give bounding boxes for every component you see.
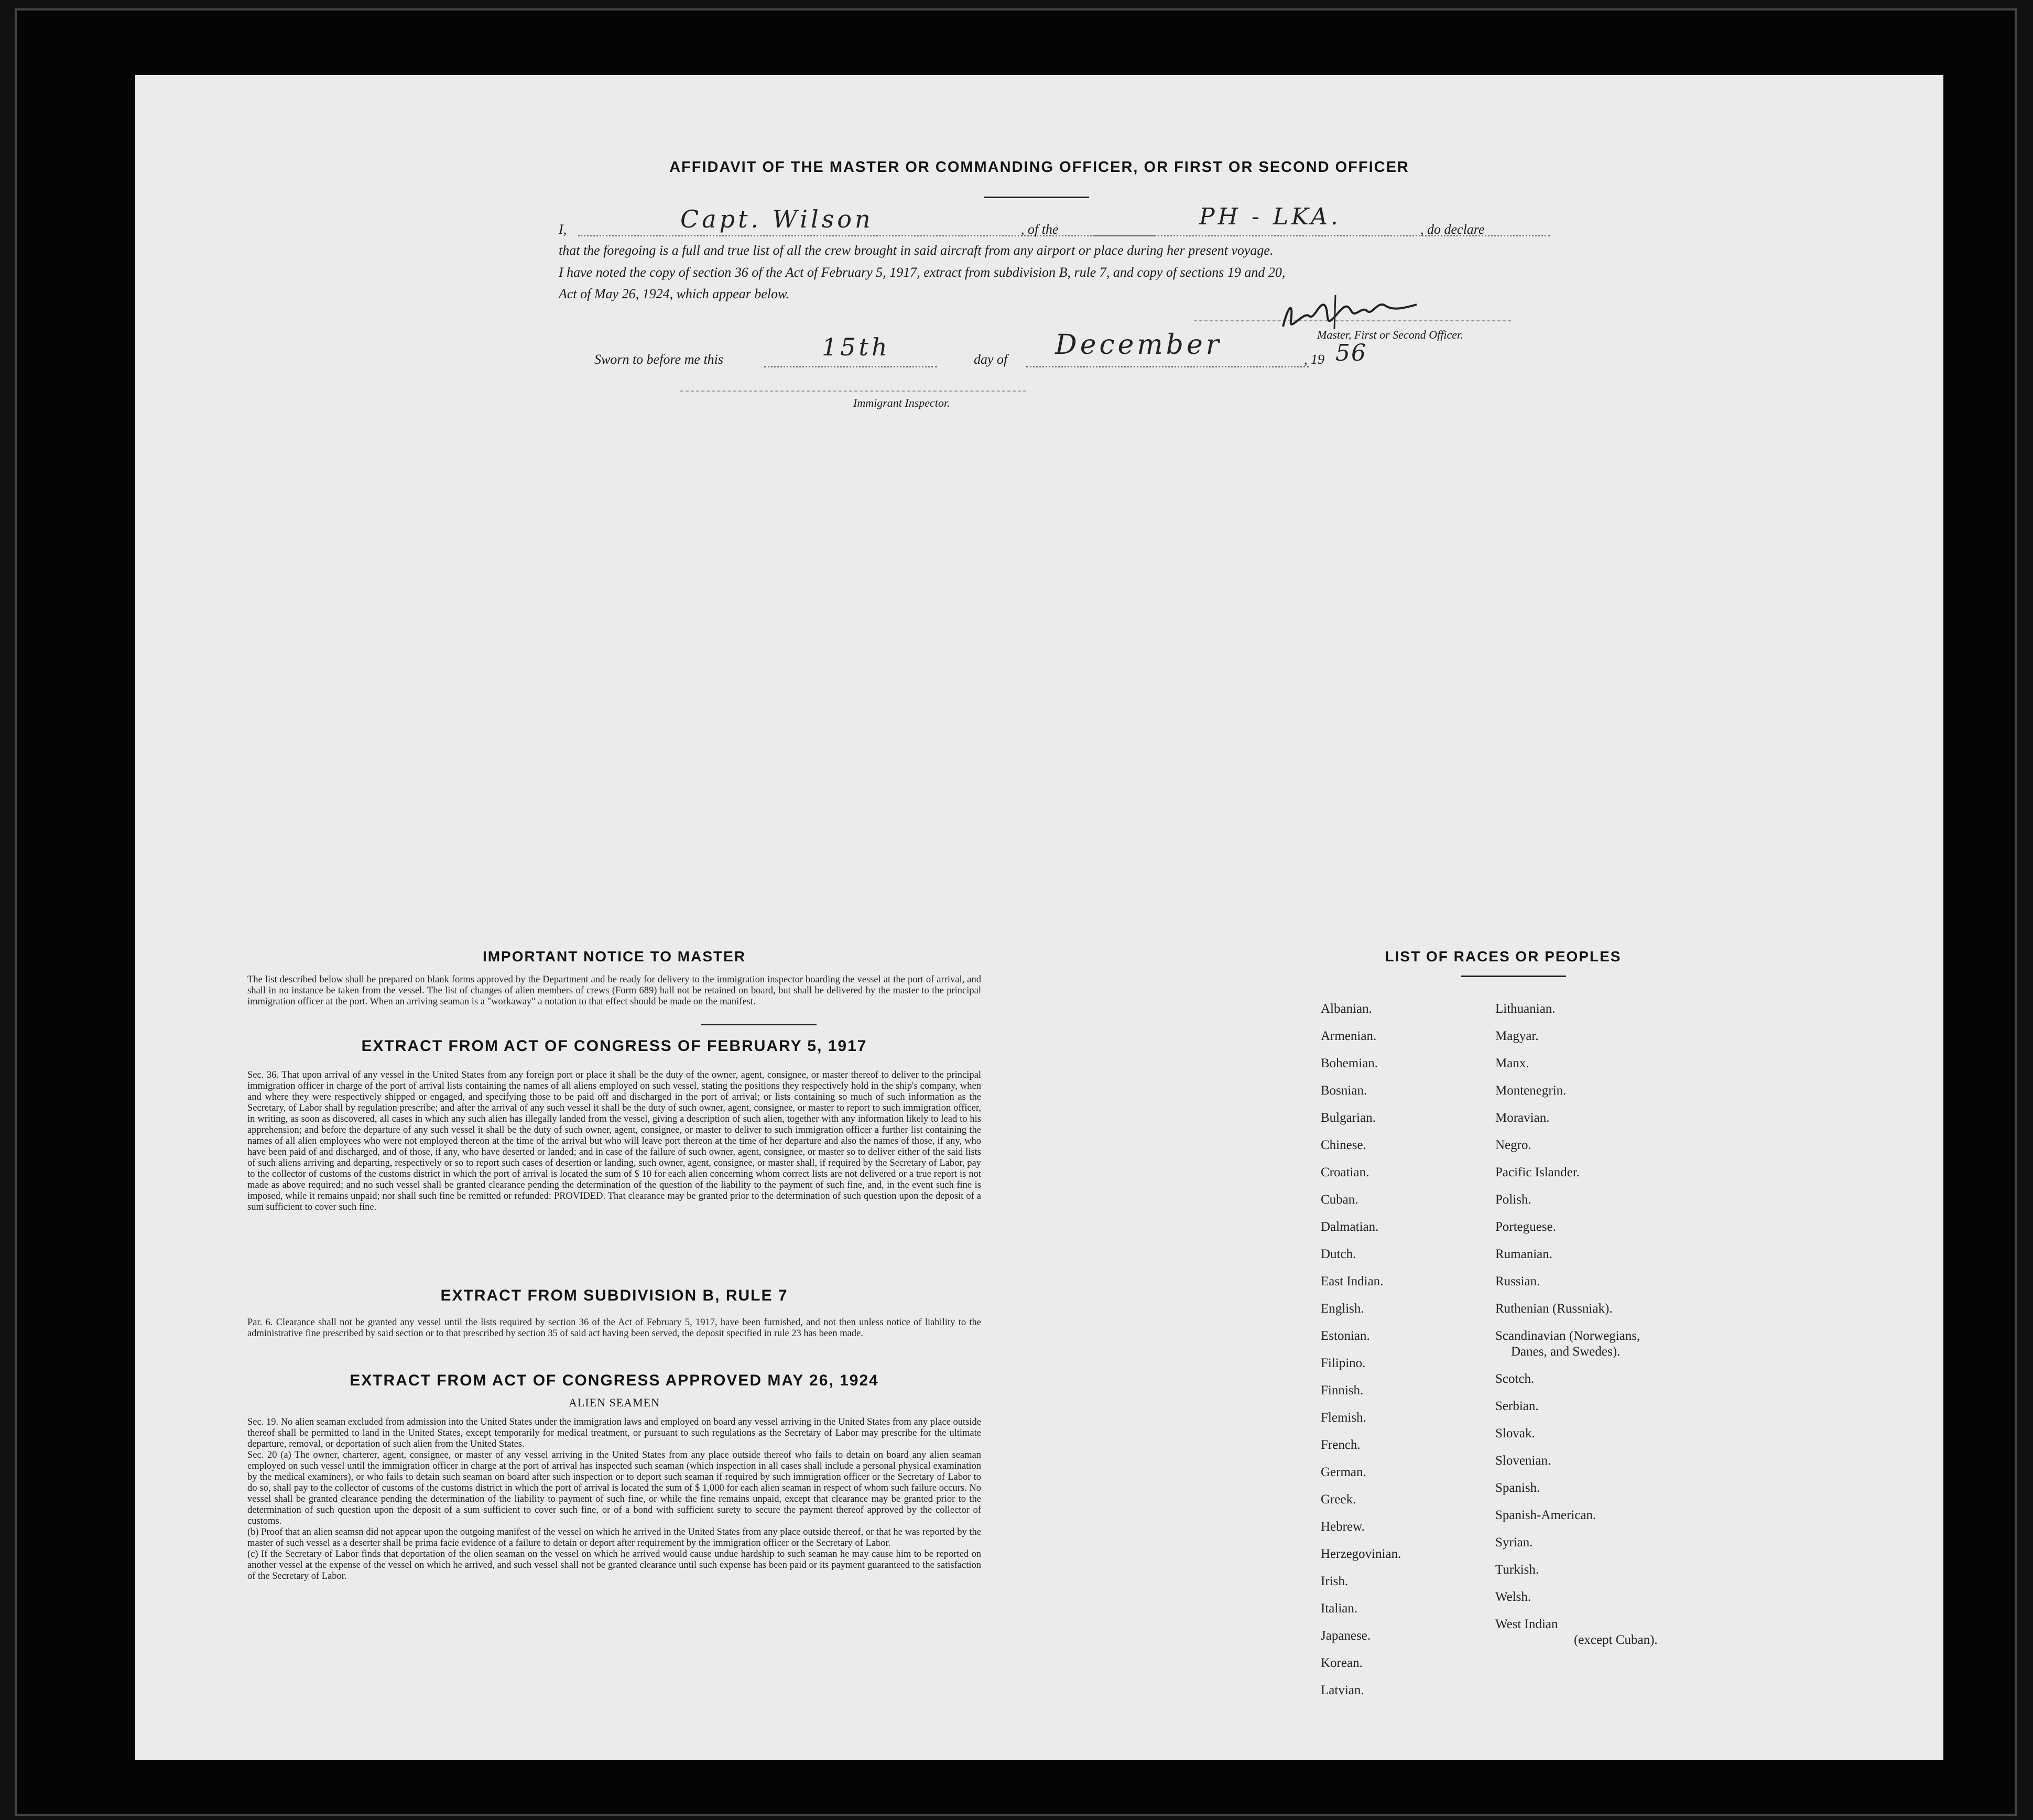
race-item: Armenian. xyxy=(1321,1029,1377,1043)
race-item: Flemish. xyxy=(1321,1411,1366,1425)
master-caption: Master, First or Second Officer. xyxy=(1317,328,1463,341)
race-item: Spanish-American. xyxy=(1495,1508,1596,1522)
handwritten-aircraft: PH - LKA. xyxy=(1199,203,1341,230)
race-item: Slovak. xyxy=(1495,1426,1535,1440)
race-item: Russian. xyxy=(1495,1274,1540,1288)
race-item: Porteguese. xyxy=(1495,1220,1556,1234)
race-item: Finnish. xyxy=(1321,1383,1364,1398)
day-blank xyxy=(764,366,937,367)
race-item: Rumanian. xyxy=(1495,1247,1553,1261)
sec20a-text: Sec. 20 (a) The owner, charterer, agent, consignee, or master of any vessel arriving in the United States from any place outside thereof who fails to detain on board any alien seaman employed on such vessel until the immigration officer in charge at the port of arrival has inspected such seaman (which inspection in all cases shall include a personal physical examination by the medical examiners), or who fails to detain such seaman on board after such inspection or to deport such seaman if required by such immigration officer or the Secretary of Labor to do so, shall pay to the collector of customs of the customs district in which the port of arrival is located the sum of $ 1,000 for each alien seaman in respect of whom such failure occurs. No vessel shall be granted clearance pending the determination of the liability to payment of such fine, or while the fine remains unpaid, except that clearance may be granted prior to the determination of such question upon the deposit of a sum sufficient to cover such fine, or of a bond with sufficient surety to secure the payment thereof approved by the collector of customs. xyxy=(247,1450,981,1526)
race-item: Croatian. xyxy=(1321,1165,1369,1179)
extract-1917-title: EXTRACT FROM ACT OF CONGRESS OF FEBRUARY 5, 1917 xyxy=(361,1037,867,1055)
handwritten-day: 15th xyxy=(822,333,890,361)
race-item: East Indian. xyxy=(1321,1274,1384,1288)
rule7-text: Par. 6. Clearance shall not be granted any vessel until the lists required by section 36 of the Act of February 5, 1917, have been furnished, and not then unless notice of liability to the administrative fine prescribed by said section or to that prescribed by section 35 of said act having been served, the deposit specified in rule 23 has been made. xyxy=(247,1317,981,1339)
handwritten-month: December xyxy=(1055,329,1222,361)
notice-title: IMPORTANT NOTICE TO MASTER xyxy=(482,948,746,965)
race-item: Italian. xyxy=(1321,1601,1358,1616)
race-item: Montenegrin. xyxy=(1495,1084,1567,1098)
race-item: Manx. xyxy=(1495,1056,1529,1070)
races-title: LIST OF RACES OR PEOPLES xyxy=(1385,948,1622,965)
race-item: German. xyxy=(1321,1465,1366,1479)
races-column-2 xyxy=(1495,1002,1715,1660)
race-item: Albanian. xyxy=(1321,1002,1372,1016)
name-blank xyxy=(578,235,1155,236)
race-item: Latvian. xyxy=(1321,1683,1364,1697)
race-item: Moravian. xyxy=(1495,1111,1550,1125)
race-item: English. xyxy=(1321,1302,1364,1316)
inspector-signature-line xyxy=(680,391,1026,392)
race-item: Dalmatian. xyxy=(1321,1220,1379,1234)
notice-rule xyxy=(701,1024,817,1025)
race-item: Dutch. xyxy=(1321,1247,1356,1261)
race-item: Pacific Islander. xyxy=(1495,1165,1580,1179)
affidavit-declare: , do declare xyxy=(1420,222,1485,237)
races-column-1 xyxy=(1321,1002,1494,1710)
extract-1924-body xyxy=(247,1417,981,1582)
race-item: Bulgarian. xyxy=(1321,1111,1376,1125)
race-item: Filipino. xyxy=(1321,1356,1366,1370)
race-item: Serbian. xyxy=(1495,1399,1539,1413)
race-item: Korean. xyxy=(1321,1656,1363,1670)
race-item: Spanish. xyxy=(1495,1481,1540,1495)
race-item: West Indian xyxy=(1495,1617,1558,1631)
document-sheet xyxy=(135,75,1943,1760)
extract-1917-text: Sec. 36. That upon arrival of any vessel in the United States from any foreign port or place it shall be the duty of the owner, agent, consignee, or master thereof to deliver to the principal immigration officer in charge of the port of arrival lists containing the names of all aliens employed on such vessel, stating the positions they respectively hold in the ship's company, when and where they were respectively shipped or engaged, and specifying those to be paid off and discharged in the port of arrival; or lists containing so much of such information as the Secretary, of Labor shall by regulation prescribe; and after the arrival of any such vessel it shall be the duty of such owner, agent, consignee, or master to report to such immigration officer, in writing, as soon as discovered, all cases in which any such alien has illegally landed from the vessel, giving a description of such alien, together with any information likely to lead to his apprehension; and before the departure of any such vessel it shall be the duty of such owner, agent, consignee, or master to deliver to such immigration officer a further list containing the names of all alien employees who were not employed thereon at the time of the arrival but who will leave port thereon at the time of her departure and also the names of those, if any, who have been paid of and discharged, and of those, if any, who have deserted or landed; and in case of the failure of such owner, agent, consignee, or master so to deliver either of the said lists of such aliens arriving and departing, respectively or so to report such cases of desertion or landing, such owner, agent, consignee, or master shall, if required by the Secretary of Labor, pay to the collector of customs of the customs district in which the port of arrival is located the sum of $ 10 for each alien concerning whom correct lists are not delivered or a true report is not made as above required; and no such vessel shall be granted clearance pending the determination of the question of the liability to the payment of such fine, and, in the event such fine is imposed, while it remains unpaid; nor shall such fine be remitted or refunded: PROVIDED. That clearance may be granted prior to the determination of such question upon the deposit of a sum sufficient to cover such fine. xyxy=(247,1070,981,1212)
race-item: Estonian. xyxy=(1321,1329,1370,1343)
extract-1924-title: EXTRACT FROM ACT OF CONGRESS APPROVED MAY 26, 1924 xyxy=(350,1372,879,1389)
race-item: Scotch. xyxy=(1495,1372,1535,1386)
sworn-label: Sworn to before me this xyxy=(594,352,724,367)
affidavit-line2: that the foregoing is a full and true list of all the crew brought in said aircraft from any airport or place during her present voyage. xyxy=(559,243,1274,258)
day-of-label: day of xyxy=(974,352,1008,367)
inspector-caption: Immigrant Inspector. xyxy=(853,396,950,409)
race-item: Cuban. xyxy=(1321,1193,1358,1207)
alien-seamen-subtitle: ALIEN SEAMEN xyxy=(569,1396,660,1409)
race-item: Negro. xyxy=(1495,1138,1531,1152)
race-item: French. xyxy=(1321,1438,1361,1452)
race-item: Japanese. xyxy=(1321,1629,1371,1643)
month-blank xyxy=(1026,366,1309,367)
race-item: Bohemian. xyxy=(1321,1056,1378,1070)
race-item: Danes, and Swedes). xyxy=(1511,1345,1621,1359)
race-item: Irish. xyxy=(1321,1574,1349,1588)
rule7-title: EXTRACT FROM SUBDIVISION B, RULE 7 xyxy=(440,1287,788,1304)
handwritten-name: Capt. Wilson xyxy=(680,205,874,233)
race-item: Syrian. xyxy=(1495,1535,1533,1550)
race-item: Welsh. xyxy=(1495,1590,1531,1604)
race-item: Polish. xyxy=(1495,1193,1531,1207)
notice-text: The list described below shall be prepared on blank forms approved by the Department and be ready for delivery to the immigration inspector boarding the vessel at the port of arrival, and shall in no instance be taken from the vessel. The list of changes of alien members of crews (Form 689) hall not be retained on board, but shall be delivered by the master to the principal immigration officer at the port. When an arriving seaman is a "workaway" a notation to that effect should be made on the manifest. xyxy=(247,974,981,1007)
sec20c-text: (c) If the Secretary of Labor finds that deportation of the olien seaman on the vessel on which he arrived would cause undue hardship to such seaman he may cause him to be reported on another vessel at the expense of the vessel on which he arrived, and such vessel shall not be granted clearance until such expense has been paid or its payment guaranteed to the satisfaction of the Secretary of Labor. xyxy=(247,1549,981,1581)
race-item: Turkish. xyxy=(1495,1563,1539,1577)
race-item: Ruthenian (Russniak). xyxy=(1495,1302,1613,1316)
race-item: Hebrew. xyxy=(1321,1520,1365,1534)
sec19-text: Sec. 19. No alien seaman excluded from admission into the United States under the immigration laws and employed on board any vessel arriving in the United States from any place outside thereof shall be permitted to land in the United States, except temporarily for medical treatment, or pursuant to such regulations as the Secretary of Labor may prescribe for the ultimate departure, removal, or deportation of such alien from the United States. xyxy=(247,1417,981,1449)
affidavit-line3: I have noted the copy of section 36 of the Act of February 5, 1917, extract from subdivision B, rule 7, and copy of sections 19 and 20, xyxy=(559,265,1286,280)
race-item: Bosnian. xyxy=(1321,1084,1367,1098)
affidavit-i: I, xyxy=(559,222,567,237)
race-item: Slovenian. xyxy=(1495,1454,1551,1468)
year-prefix: , 19 xyxy=(1304,352,1324,367)
affidavit-title: AFFIDAVIT OF THE MASTER OR COMMANDING OFFICER, OR FIRST OR SECOND OFFICER xyxy=(669,159,1409,176)
title-rule xyxy=(984,197,1089,198)
sec20b-text: (b) Proof that an alien seamsn did not appear upon the outgoing manifest of the vessel on which he arrived in the United States from any place outside thereof, or that he was reported by the master of such vessel as a deserter shall be prima facie evidence of a failure to detain or deport after requirement by the immigration officer or the Secretary of Labor. xyxy=(247,1527,981,1548)
race-item: Herzegovinian. xyxy=(1321,1547,1401,1561)
race-item: (except Cuban). xyxy=(1574,1633,1658,1647)
handwritten-year: 56 xyxy=(1335,340,1367,366)
race-item: Scandinavian (Norwegians, xyxy=(1495,1329,1640,1343)
races-rule xyxy=(1461,976,1566,977)
race-item: Chinese. xyxy=(1321,1138,1366,1152)
race-item: Greek. xyxy=(1321,1492,1356,1507)
race-item: Magyar. xyxy=(1495,1029,1539,1043)
race-item: Lithuanian. xyxy=(1495,1002,1556,1016)
affidavit-of-the: , of the xyxy=(1021,222,1059,237)
affidavit-line4: Act of May 26, 1924, which appear below. xyxy=(559,286,790,301)
